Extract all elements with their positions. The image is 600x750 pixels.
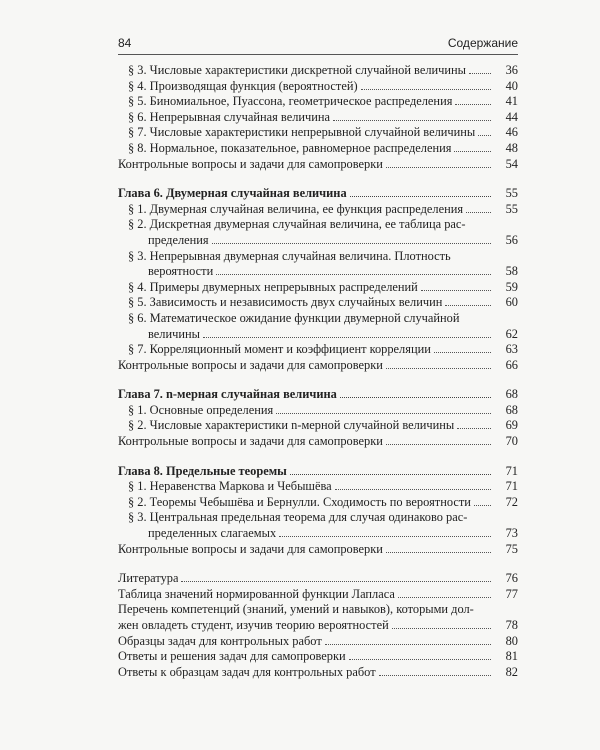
toc-entry-page: 55 [505, 201, 518, 216]
toc-entry-appendix[interactable] [118, 665, 518, 681]
spacer [118, 557, 518, 571]
leader-dots [361, 88, 491, 90]
leader-dots [466, 211, 491, 213]
leader-dots [203, 336, 491, 338]
leader-dots [386, 367, 491, 369]
toc-entry-appendix[interactable] [118, 634, 518, 650]
toc-entry-page: 46 [505, 125, 518, 140]
chapter-heading-7[interactable] [118, 387, 518, 403]
toc-entry-questions[interactable] [118, 358, 518, 374]
toc-entry-title: § 5. Зависимость и независимость двух случайных величин [128, 295, 443, 310]
toc-entry-title-cont: величины [148, 326, 200, 341]
toc-entry[interactable] [118, 295, 518, 311]
toc-entry-page: 78 [505, 618, 518, 632]
toc-entry-title: Контрольные вопросы и задачи для самопроверки [118, 541, 383, 556]
toc-entry-title-cont: пределения [148, 232, 209, 247]
leader-dots [457, 427, 491, 429]
toc-entry-page: 62 [505, 326, 518, 341]
toc-entry-page: 72 [505, 494, 518, 509]
chapter-title: Глава 6. Двумерная случайная величина [118, 186, 347, 201]
chapter-page: 55 [505, 186, 518, 201]
chapter-page: 71 [505, 463, 518, 478]
toc-entry[interactable] [118, 110, 518, 126]
toc-entry-page: 63 [505, 342, 518, 357]
toc-entry[interactable] [118, 311, 518, 342]
leader-dots [276, 412, 491, 414]
toc-entry-title: Ответы к образцам задач для контрольных работ [118, 664, 376, 679]
toc-entry-title-cont: пределенных слагаемых [148, 526, 277, 541]
toc-entry-appendix[interactable] [118, 587, 518, 603]
toc-entry-page: 58 [505, 264, 518, 279]
toc-entry[interactable] [118, 202, 518, 218]
toc-entry[interactable] [118, 403, 518, 419]
toc-entry-page: 68 [505, 402, 518, 417]
chapter-heading-6[interactable] [118, 186, 518, 202]
toc-entry[interactable] [118, 79, 518, 95]
toc-entry-questions[interactable] [118, 157, 518, 173]
toc-entry-page: 82 [505, 664, 518, 679]
toc-entry-title: § 6. Математическое ожидание функции двумерной случайной [128, 310, 460, 325]
toc-entry[interactable] [118, 342, 518, 358]
toc-entry-page: 60 [505, 295, 518, 310]
leader-dots [398, 596, 491, 598]
toc-entry[interactable] [118, 141, 518, 157]
leader-dots [386, 166, 491, 168]
toc-entry-page: 73 [505, 526, 518, 541]
toc-entry-page: 71 [505, 479, 518, 494]
toc-entry-title: § 3. Центральная предельная теорема для случая одинаково рас- [128, 510, 468, 525]
chapter-title: Глава 8. Предельные теоремы [118, 463, 287, 478]
toc-entry-page: 80 [505, 633, 518, 648]
toc-entry-page: 75 [505, 541, 518, 556]
toc-entry-title: § 8. Нормальное, показательное, равномерное распределения [128, 140, 452, 155]
toc-entry-title: § 2. Теоремы Чебышёва и Бернулли. Сходимость по вероятности [128, 494, 471, 509]
toc-entry-title: Образцы задач для контрольных работ [118, 633, 322, 648]
leader-dots [212, 242, 491, 244]
toc-entry[interactable] [118, 418, 518, 434]
toc-entry[interactable] [118, 217, 518, 248]
leader-dots [469, 72, 491, 74]
toc-entry-title: § 3. Непрерывная двумерная случайная величина. Плотность [128, 248, 451, 263]
leader-dots [379, 674, 491, 676]
toc-entry-title: Контрольные вопросы и задачи для самопроверки [118, 434, 383, 449]
toc-entry-page: 69 [505, 418, 518, 433]
leader-dots [333, 119, 491, 121]
toc-entry-title: § 3. Числовые характеристики дискретной случайной величины [128, 63, 466, 77]
toc-entry-page: 48 [505, 140, 518, 155]
toc-entry-title: Перечень компетенций (знаний, умений и навыков), которыми дол- [118, 602, 474, 617]
leader-dots [350, 195, 491, 197]
toc-entry-title: Литература [118, 571, 179, 586]
toc-entry-title: § 6. Непрерывная случайная величина [128, 109, 331, 124]
toc-entry-title: § 5. Биномиальное, Пуассона, геометрическое распределения [128, 94, 453, 109]
leader-dots [386, 443, 491, 445]
leader-dots [386, 551, 491, 553]
table-of-contents [118, 63, 518, 680]
toc-entry[interactable] [118, 249, 518, 280]
toc-entry-appendix[interactable] [118, 649, 518, 665]
leader-dots [349, 658, 491, 660]
toc-entry[interactable] [118, 63, 518, 79]
chapter-page: 68 [505, 387, 518, 402]
leader-dots [474, 504, 491, 506]
toc-entry-questions[interactable] [118, 434, 518, 450]
leader-dots [181, 580, 491, 582]
leader-dots [421, 289, 491, 291]
leader-dots [392, 627, 491, 629]
leader-dots [335, 488, 491, 490]
toc-entry-page: 54 [505, 156, 518, 171]
leader-dots [455, 103, 491, 105]
running-title: Содержание [447, 36, 518, 50]
toc-entry-page: 77 [505, 586, 518, 601]
toc-entry-title: § 2. Дискретная двумерная случайная величина, ее таблица рас- [128, 217, 466, 232]
toc-entry-page: 56 [505, 232, 518, 247]
spacer [118, 172, 518, 186]
header-rule [118, 54, 518, 55]
leader-dots [340, 396, 491, 398]
toc-entry[interactable] [118, 280, 518, 296]
leader-dots [445, 304, 491, 306]
toc-entry-title-cont: вероятности [148, 264, 214, 279]
leader-dots [290, 473, 491, 475]
toc-entry-title: § 1. Основные определения [128, 402, 274, 417]
toc-entry-page: 44 [505, 109, 518, 124]
toc-entry-title: Контрольные вопросы и задачи для самопроверки [118, 357, 383, 372]
toc-entry-title: § 7. Корреляционный момент и коэффициент корреляции [128, 342, 431, 357]
toc-entry-title: Ответы и решения задач для самопроверки [118, 649, 346, 664]
toc-entry-title: § 2. Числовые характеристики n-мерной случайной величины [128, 418, 455, 433]
toc-entry-page: 59 [505, 279, 518, 294]
toc-entry-title: Контрольные вопросы и задачи для самопроверки [118, 156, 383, 171]
toc-entry-title: Таблица значений нормированной функции Лапласа [118, 586, 395, 601]
toc-entry-page: 76 [505, 571, 518, 586]
toc-entry-title: § 1. Неравенства Маркова и Чебышёва [128, 479, 332, 494]
toc-entry-page: 41 [505, 94, 518, 109]
leader-dots [216, 273, 491, 275]
toc-entry-title: § 4. Примеры двумерных непрерывных распределений [128, 279, 418, 294]
leader-dots [279, 535, 491, 537]
toc-entry-title: § 1. Двумерная случайная величина, ее функция распределения [128, 201, 464, 216]
toc-entry-page: 36 [505, 63, 518, 77]
leader-dots [434, 351, 491, 353]
toc-entry[interactable] [118, 125, 518, 141]
spacer [118, 450, 518, 464]
toc-entry[interactable] [118, 479, 518, 495]
chapter-heading-8[interactable] [118, 464, 518, 480]
toc-entry-title: § 7. Числовые характеристики непрерывной случайной величины [128, 125, 476, 140]
leader-dots [325, 643, 491, 645]
page-number: 84 [118, 36, 132, 50]
toc-entry-page: 81 [505, 649, 518, 664]
toc-entry-page: 70 [505, 434, 518, 449]
toc-entry[interactable] [118, 510, 518, 541]
running-head [118, 36, 518, 50]
toc-entry-title: § 4. Производящая функция (вероятностей) [128, 78, 358, 93]
leader-dots [478, 134, 491, 136]
chapter-title: Глава 7. n-мерная случайная величина [118, 387, 337, 402]
leader-dots [454, 150, 491, 152]
toc-entry-page: 40 [505, 78, 518, 93]
toc-entry-page: 66 [505, 357, 518, 372]
spacer [118, 373, 518, 387]
toc-entry-appendix[interactable] [118, 571, 518, 587]
toc-entry-questions[interactable] [118, 542, 518, 558]
toc-entry-appendix[interactable] [118, 602, 518, 633]
toc-entry[interactable] [118, 94, 518, 110]
toc-entry[interactable] [118, 495, 518, 511]
toc-entry-title-cont: жен овладеть студент, изучив теорию вероятностей [118, 618, 389, 632]
